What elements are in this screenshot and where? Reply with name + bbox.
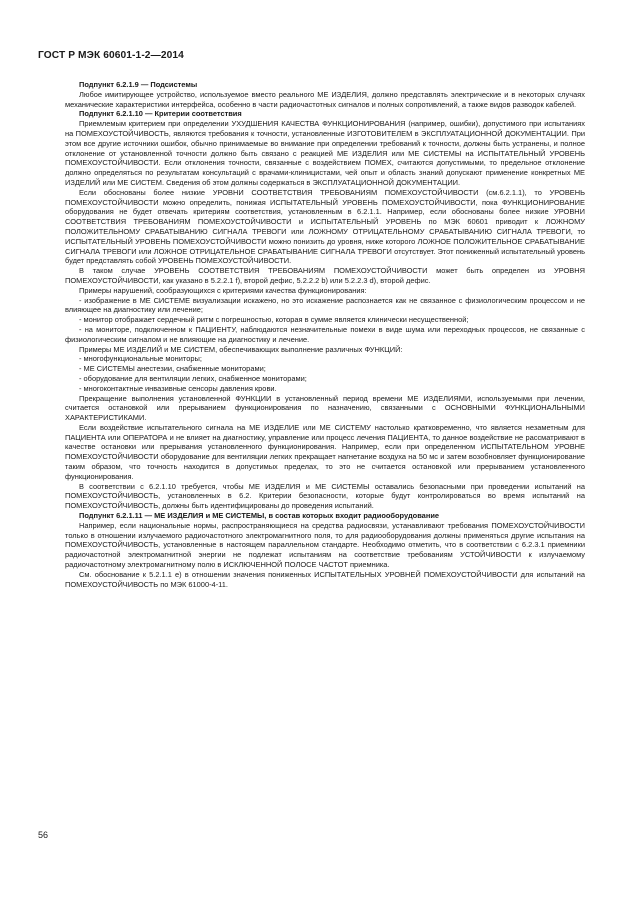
body-paragraph: Примеры МЕ ИЗДЕЛИЙ и МЕ СИСТЕМ, обеспечивающих выполнение различных ФУНКЦИЙ:	[79, 344, 403, 354]
body-paragraph: В таком случае УРОВЕНЬ СООТВЕТСТВИЯ ТРЕБОВАНИЯМ ПОМЕХОУСТОЙЧИВОСТИ может быть определен из УРОВНЯ ПОМЕХОУСТОЙЧИВОСТИ, как указано в 5.2.2.1 f), второй дефис, 5.2.2.2 b) или 5.2.2.3 d), второй дефис.	[65, 266, 585, 285]
body-paragraph: Если воздействие испытательного сигнала на МЕ ИЗДЕЛИЕ или МЕ СИСТЕМУ настолько кратковременно, что является незаметным для ПАЦИЕНТА или ОПЕРАТОРА и не влияет на диагностику, управление или процесс лечения ПАЦИЕНТА, то данное воздействие не рассматривают в качестве остановки или прерывания установленного функционирования. Например, если при определенном ИСПЫТАТЕЛЬНОМ УРОВНЕ ПОМЕХОУСТОЙЧИВОСТИ оборудование для вентиляции легких прекращает нагнетание воздуха на 50 мс и затем возобновляет функционирование таким образом, что точность находится в допустимых пределах, то это не считается остановкой или прерыванием установленного функционирования.	[65, 422, 585, 481]
body-paragraph: - МЕ СИСТЕМЫ анестезии, снабженные мониторами;	[79, 364, 266, 374]
body-paragraph: См. обоснование к 5.2.1.1 е) в отношении значения пониженных ИСПЫТАТЕЛЬНЫХ УРОВНЕЙ ПОМЕХОУСТОЙЧИВОСТИ для испытаний на ПОМЕХОУСТОЙЧИВОСТЬ по МЭК 61000-4-11.	[65, 569, 585, 589]
document-body	[65, 80, 585, 589]
body-paragraph: - многоконтактные инвазивные сенсоры давления крови.	[79, 383, 277, 393]
body-paragraph: Прекращение выполнения установленной ФУНКЦИИ в установленный период времени МЕ ИЗДЕЛИЯМИ, используемыми при лечении, считается остановкой или прерыванием функционирования по назначению, связанными с ОСНОВНЫМИ ФУНКЦИОНАЛЬНЫМИ ХАРАКТЕРИСТИКАМИ.	[65, 393, 585, 423]
section-heading: Подпункт 6.2.1.9 — Подсистемы	[79, 80, 198, 89]
body-paragraph: - на мониторе, подключенном к ПАЦИЕНТУ, наблюдаются незначительные помехи в виде шума или переходных процессов, не связанные с физиологическим сигналом и не влияющие на диагностику и лечение.	[65, 324, 585, 344]
body-paragraph: - многофункциональные мониторы;	[79, 354, 202, 364]
body-paragraph: Примеры нарушений, сообразующихся с критериями качества функционирования:	[79, 285, 367, 295]
body-paragraph: Любое имитирующее устройство, используемое вместо реального МЕ ИЗДЕЛИЯ, должно представлять электрические и в некоторых случаях механические характеристики интерфейса, особенно в части радиочастотных сигналов и полных сопротивлений, а также видов разводок кабелей.	[65, 89, 585, 109]
page-number: 56	[38, 830, 49, 840]
section-heading: Подпункт 6.2.1.11 — МЕ ИЗДЕЛИЯ и МЕ СИСТЕМЫ, в состав которых входит радиооборудование	[79, 511, 440, 521]
body-paragraph: Например, если национальные нормы, распространяющиеся на средства радиосвязи, устанавливают требования ПОМЕХОУСТОЙЧИВОСТИ только в отношении излучаемого радиочастотного электромагнитного поля, то для радиооборудования должны применяться другие испытания на ПОМЕХОУСТОЙЧИВОСТЬ, установленные в настоящем параллельном стандарте. Необходимо отметить, что в соответствии с 6.2.3.1 приемники радиочастотной электромагнитной энергии не подлежат испытаниям на соответствие требованиям УСТОЙЧИВОСТИ к излучаемому радиочастотному электромагнитному полю в ИСКЛЮЧЕННОЙ ПОЛОСЕ ЧАСТОТ приемника.	[65, 520, 585, 570]
section-heading: Подпункт 6.2.1.10 — Критерии соответствия	[79, 109, 242, 119]
body-paragraph: Приемлемым критерием при определении УХУДШЕНИЯ КАЧЕСТВА ФУНКЦИОНИРОВАНИЯ (например, ошибки), допустимого при испытаниях на ПОМЕХОУСТОЙЧИВОСТЬ, являются требования к точности, установленные ИЗГОТОВИТЕЛЕМ в ЭКСПЛУАТАЦИОННОЙ ДОКУМЕНТАЦИИ. При этом все другие источники ошибок, обычно принимаемые во внимание при определении требований к точности, должны быть устранены, и полное отклонение от установленной точности должно быть связано с реакцией МЕ ИЗДЕЛИЯ или МЕ СИСТЕМЫ на ИСПЫТАТЕЛЬНЫЙ УРОВЕНЬ ПОМЕХОУСТОЙЧИВОСТИ. Если отклонения точности, связанные с воздействием ПОМЕХ, считаются допустимыми, то предельное отклонение должно определяться по результатам консультаций с врачами-клиницистами, чей опыт и область знаний допускают применение конкретных МЕ ИЗДЕЛИЙ или МЕ СИСТЕМ. Сведения об этом должны содержаться в ЭКСПЛУАТАЦИОННОЙ ДОКУМЕНТАЦИИ.	[65, 119, 585, 187]
body-paragraph: - оборудование для вентиляции легких, снабженное мониторами;	[79, 373, 307, 383]
document-header: ГОСТ Р МЭК 60601-1-2—2014	[38, 50, 184, 61]
body-paragraph: - монитор отображает сердечный ритм с погрешностью, которая в сумме является клинически несущественной;	[79, 315, 469, 325]
body-paragraph: - изображение в МЕ СИСТЕМЕ визуализации искажено, но это искажение распознается как не связанное с физиологическим процессом и не влияющее на диагностику или лечение;	[65, 295, 585, 315]
body-paragraph: Если обоснованы более низкие УРОВНИ СООТВЕТСТВИЯ ТРЕБОВАНИЯМ ПОМЕХОУСТОЙЧИВОСТИ (см.6.2.1.1), то УРОВЕНЬ ПОМЕХОУСТОЙЧИВОСТИ можно определить, понижая ИСПЫТАТЕЛЬНЫЙ УРОВЕНЬ ПОМЕХОУСТОЙЧИВОСТИ, пока ФУНКЦИОНИРОВАНИЕ оборудования не будет отвечать критериям соответствия, установленным в 6.2.1.1. Например, если обоснованы более низкие УРОВНИ СООТВЕТСТВИЯ ТРЕБОВАНИЯМ ПОМЕХОУСТОЙЧИВОСТИ и ИСПЫТАТЕЛЬНЫЙ УРОВЕНЬ по МЭК 60601 приводит к ЛОЖНОМУ ПОЛОЖИТЕЛЬНОМУ СРАБАТЫВАНИЮ СИГНАЛА ТРЕВОГИ или ЛОЖНОМУ ОТРИЦАТЕЛЬНОМУ СРАБАТЫВАНИЮ СИГНАЛА ТРЕВОГИ, то ИСПЫТАТЕЛЬНЫЙ УРОВЕНЬ ПОМЕХОУСТОЙЧИВОСТИ можно понизить до уровня, ниже которого ЛОЖНОЕ ПОЛОЖИТЕЛЬНОЕ СРАБАТЫВАНИЕ СИГНАЛА ТРЕВОГИ или ЛОЖНОЕ ОТРИЦАТЕЛЬНОЕ СРАБАТЫВАНИЕ СИГНАЛА ТРЕВОГИ отсутствует. Этот пониженный испытательный уровень будет представлять собой УРОВЕНЬ ПОМЕХОУСТОЙЧИВОСТИ.	[65, 187, 585, 266]
body-paragraph: В соответствии с 6.2.1.10 требуется, чтобы МЕ ИЗДЕЛИЯ и МЕ СИСТЕМЫ оставались безопасными при проведении испытаний на ПОМЕХОУСТОЙЧИВОСТЬ, установленных в 6.2. Критерии безопасности, которые будут контролироваться во время испытаний на ПОМЕХОУСТОЙЧИВОСТЬ, должны быть идентифицированы до проведения испытаний.	[65, 481, 585, 511]
